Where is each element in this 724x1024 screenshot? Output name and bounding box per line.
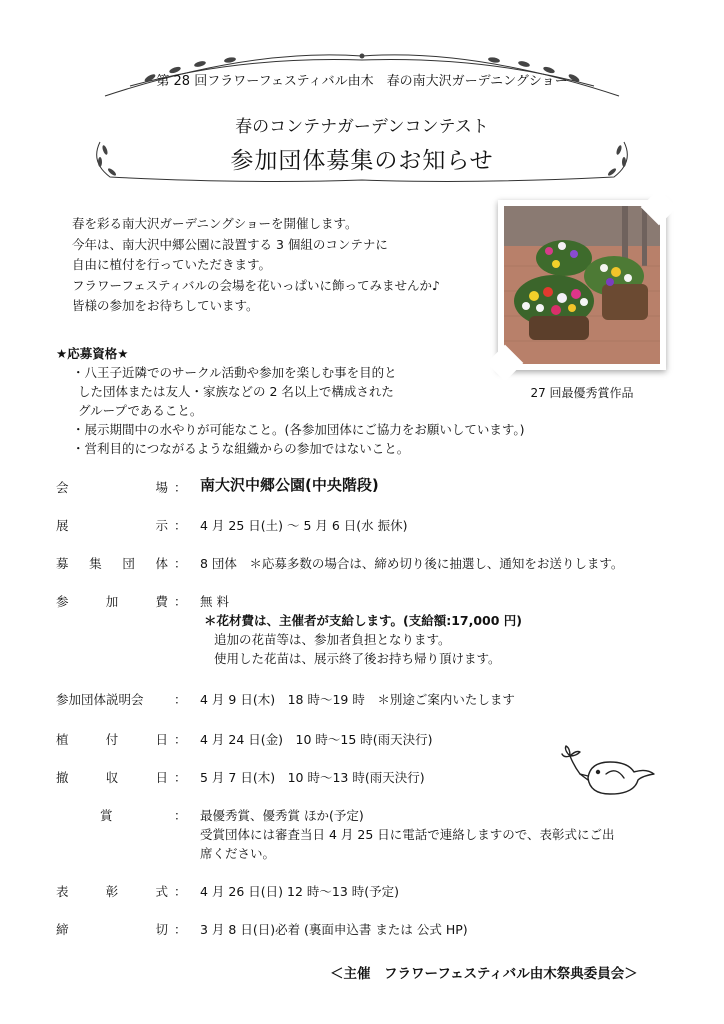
main-title: 参加団体募集のお知らせ <box>230 148 494 174</box>
intro-line: 今年は、南大沢中郷公園に設置する 3 個組のコンテナに <box>72 236 388 252</box>
award-line: 最優秀賞、優秀賞 ほか(予定) <box>200 808 364 823</box>
flower-container-photo <box>504 206 660 364</box>
info-colon: ： <box>174 732 187 747</box>
info-value: 南大沢中郷公園(中央階段) <box>200 476 379 494</box>
info-label: 展 示 <box>56 518 168 533</box>
bird-illustration-icon <box>560 744 660 800</box>
qualification-item: ・展示期間中の水やりが可能なこと。(各参加団体にご協力をお願いしています。) <box>72 422 525 437</box>
floral-ornament-top <box>0 38 724 98</box>
info-value <box>200 806 615 863</box>
photo-caption: 27 回最優秀賞作品 <box>530 386 634 400</box>
info-label: 参加団体説明会 <box>56 692 144 707</box>
info-colon: ： <box>174 692 187 707</box>
fee-line: 使用した花苗は、展示終了後お持ち帰り頂けます。 <box>214 651 501 666</box>
intro-text <box>72 214 502 317</box>
qualification-section <box>56 344 676 458</box>
info-label: 参 加 費 <box>56 594 168 609</box>
info-colon: ： <box>174 922 187 937</box>
info-colon: ： <box>174 556 187 571</box>
info-label: 賞 <box>100 808 113 823</box>
contest-title: 春のコンテナガーデンコンテスト <box>235 117 489 137</box>
info-label: 撤 収 日 <box>56 770 168 785</box>
organizer: ＜主催 フラワーフェスティバル由木祭典委員会＞ <box>330 966 638 982</box>
info-label: 植 付 日 <box>56 732 168 747</box>
festival-title: 第 28 回フラワーフェスティバル由木 春の南大沢ガーデニングショー <box>156 74 568 89</box>
intro-line: 春を彩る南大沢ガーデニングショーを開催します。 <box>72 216 358 231</box>
award-line: 席ください。 <box>200 846 276 861</box>
fee-line: 無 料 <box>200 594 229 609</box>
fee-line: ＊花材費は、主催者が支給します。(支給額:17,000 円) <box>204 613 523 628</box>
info-value: 3 月 8 日(日)必着 (裏面申込書 または 公式 HP) <box>200 922 468 937</box>
info-label: 募 集 団 体 <box>56 556 168 571</box>
qualification-item: した団体または友人・家族などの 2 名以上で構成された <box>78 384 394 399</box>
info-label: 会 場 <box>56 480 168 495</box>
fee-line: 追加の花苗等は、参加者負担となります。 <box>214 632 451 647</box>
info-colon: ： <box>174 594 187 609</box>
info-colon: ： <box>174 808 187 823</box>
info-label: 締 切 <box>56 922 168 937</box>
qualification-item: ・営利目的につながるような組織からの参加ではないこと。 <box>72 441 410 456</box>
info-colon: ： <box>174 884 187 899</box>
qualification-item: ・八王子近隣でのサークル活動や参加を楽しむ事を目的と <box>72 365 397 380</box>
info-colon: ： <box>174 480 187 495</box>
qualification-item: グループであること。 <box>78 403 203 418</box>
info-colon: ： <box>174 518 187 533</box>
qualification-heading: ★応募資格★ <box>56 346 129 361</box>
intro-line: フラワーフェスティバルの会場を花いっぱいに飾ってみませんか♪ <box>72 277 440 293</box>
info-value: 4 月 26 日(日) 12 時〜13 時(予定) <box>200 884 400 899</box>
info-label: 表 彰 式 <box>56 884 168 899</box>
award-line: 受賞団体には審査当日 4 月 25 日に電話で連絡しますので、表彰式にご出 <box>200 827 615 842</box>
info-value: 5 月 7 日(木) 10 時〜13 時(雨天決行) <box>200 770 425 785</box>
info-value: 8 団体 ＊応募多数の場合は、締め切り後に抽選し、通知をお送りします。 <box>200 556 624 571</box>
info-value <box>200 592 522 668</box>
info-colon: ： <box>174 770 187 785</box>
info-value: 4 月 9 日(木) 18 時〜19 時 ＊別途ご案内いたします <box>200 692 515 707</box>
info-value: 4 月 24 日(金) 10 時〜15 時(雨天決行) <box>200 732 433 747</box>
intro-line: 自由に植付を行っていただきます。 <box>72 257 272 272</box>
info-value: 4 月 25 日(土) 〜 5 月 6 日(水 振休) <box>200 518 408 533</box>
intro-line: 皆様の参加をお待ちしています。 <box>72 298 259 313</box>
